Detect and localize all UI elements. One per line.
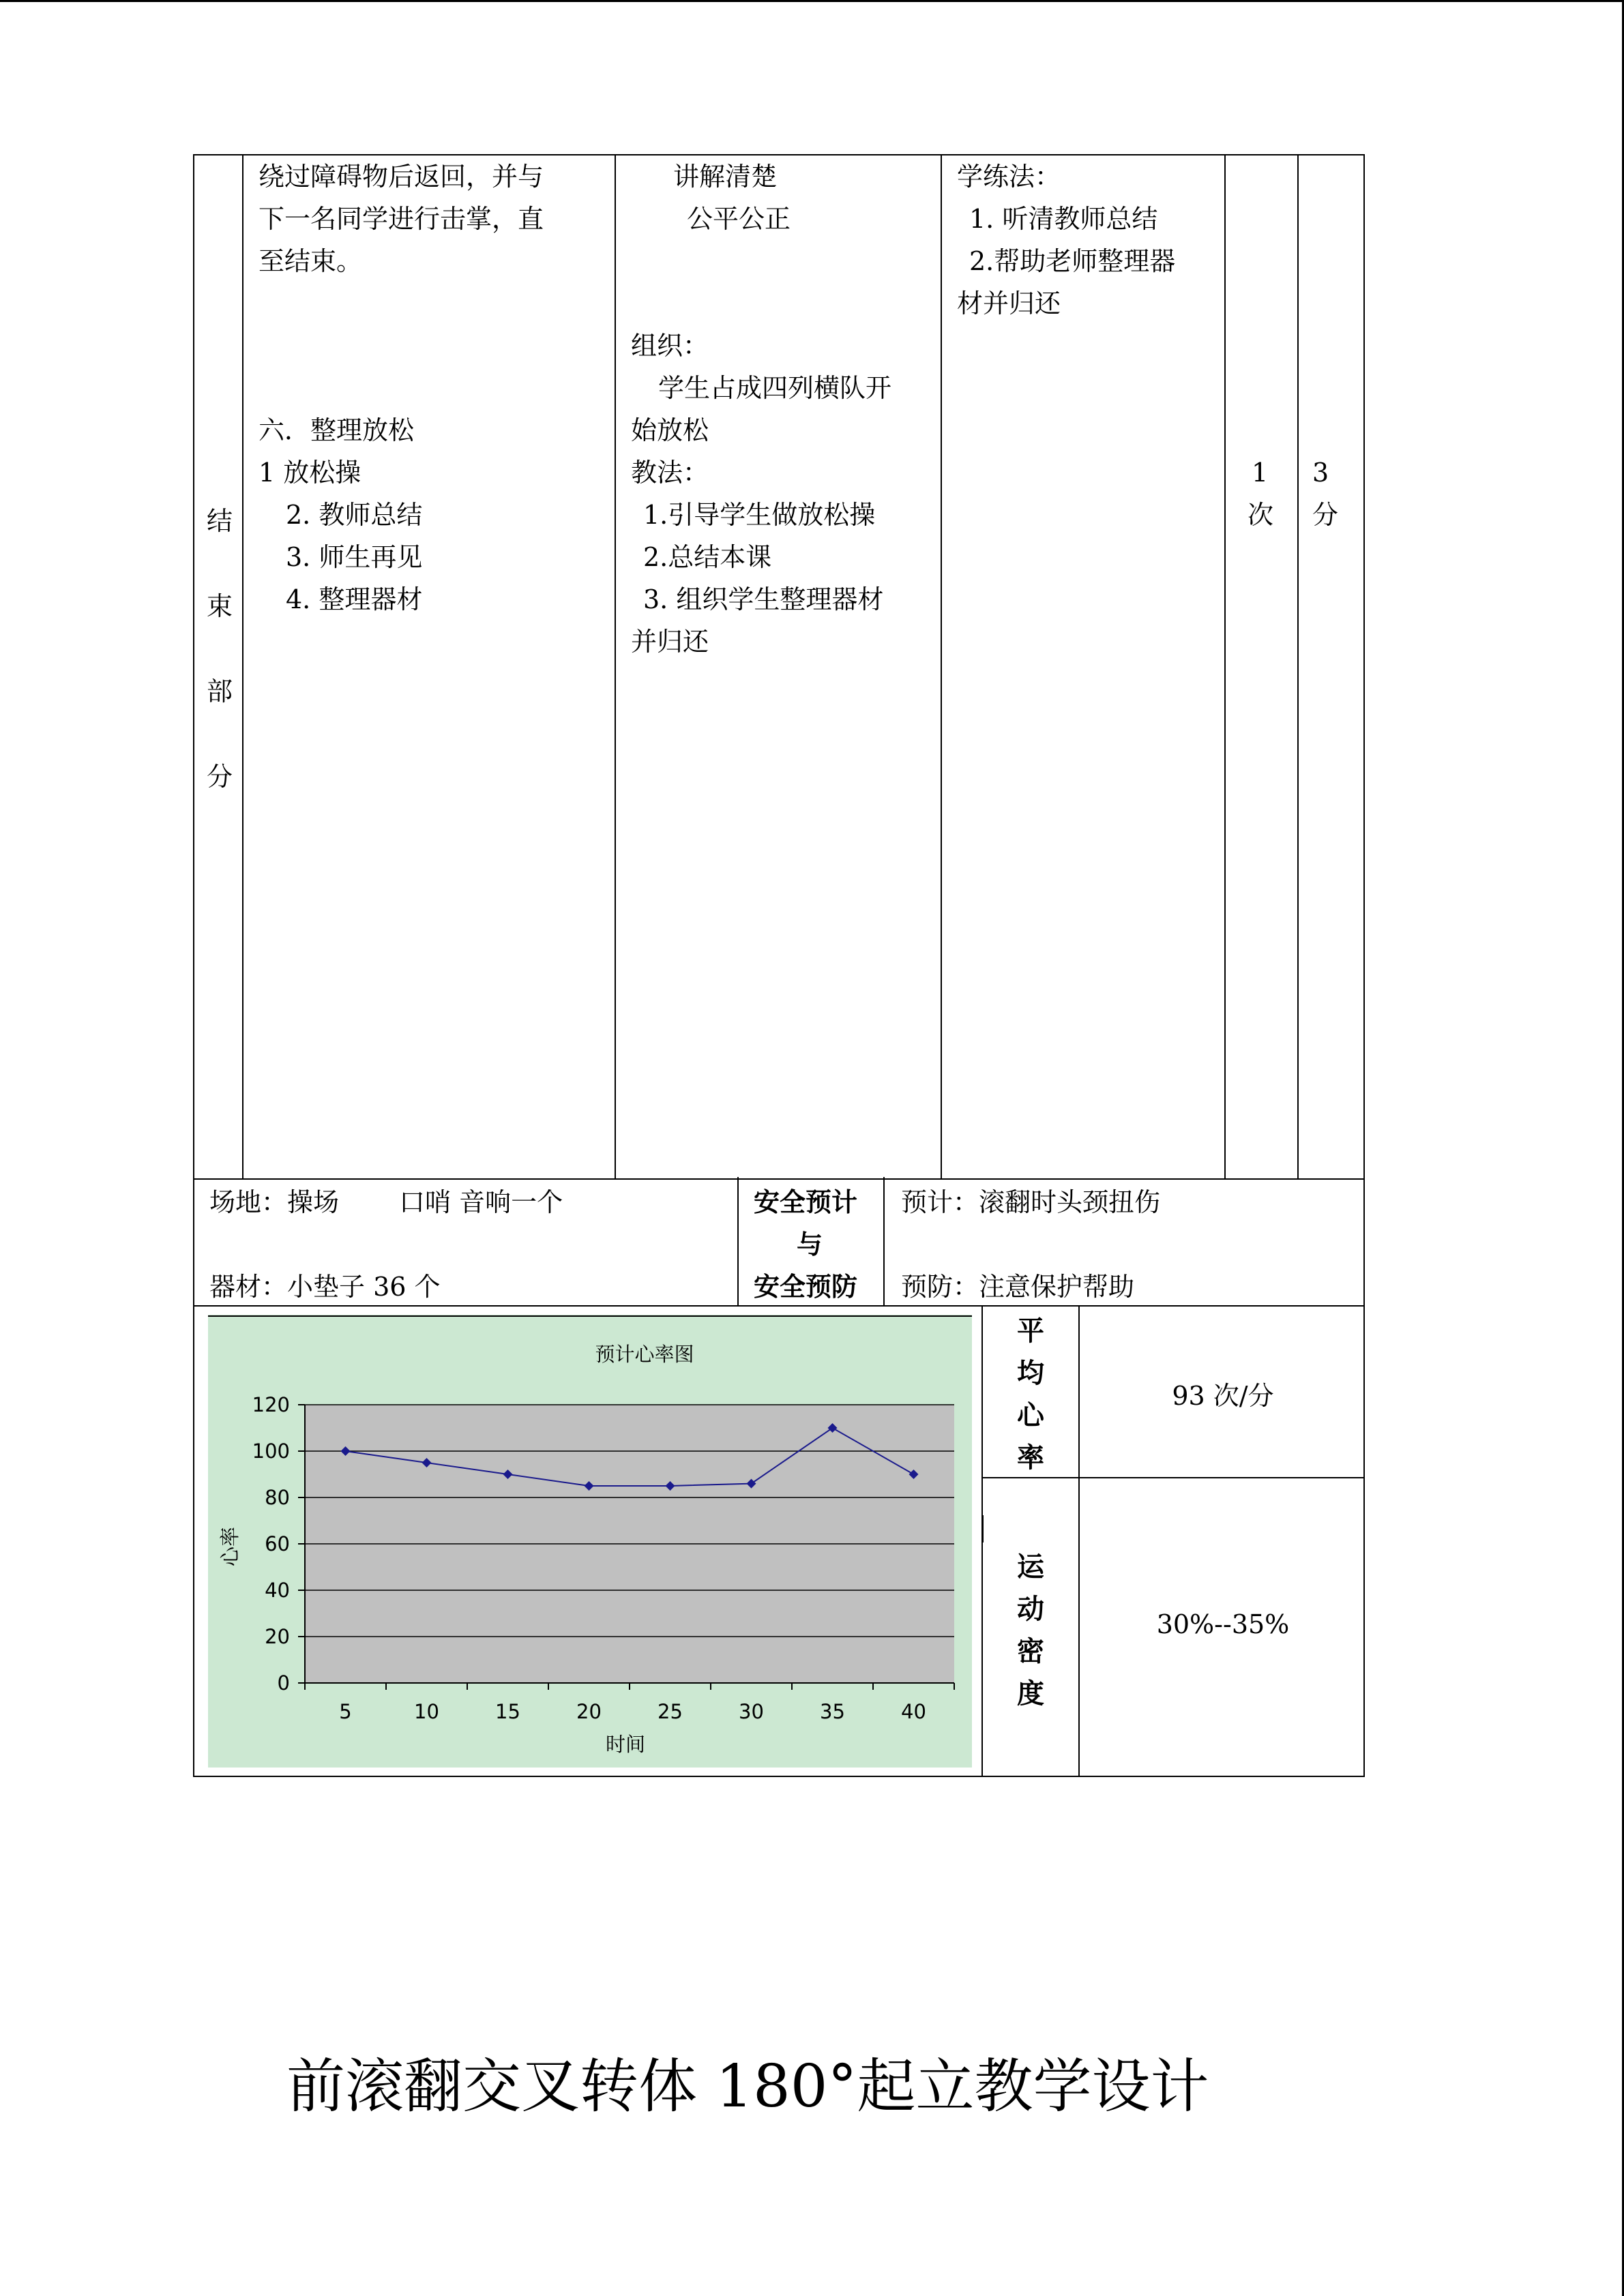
x-tick-label: 35 <box>820 1700 845 1723</box>
content-line: 3. 师生再见 <box>286 542 423 572</box>
section-label-char: 部 <box>207 676 233 706</box>
content-line: 2. 教师总结 <box>286 500 423 530</box>
hr-label-char: 平 <box>1017 1315 1044 1347</box>
teacher-cell <box>615 155 941 1179</box>
page-top-border <box>0 0 1624 2</box>
time-cell <box>1298 155 1364 1179</box>
teacher-line: 公平公正 <box>687 204 791 234</box>
count-unit: 次 <box>1247 500 1274 530</box>
density-label-char: 运 <box>1017 1551 1044 1583</box>
hr-label-char: 率 <box>1017 1442 1044 1474</box>
x-tick-label: 5 <box>339 1700 352 1723</box>
document-title: 前滚翻交叉转体 180°起立教学设计 <box>286 2053 1209 2121</box>
content-line: 至结束。 <box>259 246 363 276</box>
content-cell <box>243 155 615 1179</box>
teacher-line: 并归还 <box>631 627 709 657</box>
teacher-line: 讲解清楚 <box>673 162 778 192</box>
section-label-char: 分 <box>207 762 233 792</box>
x-tick-label: 10 <box>414 1700 439 1723</box>
density-value: 30%--35% <box>1156 1609 1290 1639</box>
teacher-line: 1.引导学生做放松操 <box>643 500 876 530</box>
lesson-table <box>193 154 1365 1180</box>
divider <box>883 1177 885 1305</box>
safety-predict: 预计：滚翻时头颈扭伤 <box>901 1187 1161 1217</box>
chart-stats-row <box>193 1307 1365 1777</box>
y-tick-label: 80 <box>265 1486 290 1509</box>
x-tick-label: 25 <box>658 1700 683 1723</box>
content-line: 六．整理放松 <box>259 415 415 445</box>
section-label-char: 结 <box>207 506 233 536</box>
divider <box>981 1307 983 1776</box>
safety-label: 安全预防 <box>754 1272 858 1302</box>
hr-value: 93 次/分 <box>1172 1381 1274 1411</box>
content-line: 1 放松操 <box>259 458 361 488</box>
venue-whistle: 口哨 音响一个 <box>399 1187 563 1217</box>
heart-rate-chart <box>208 1315 972 1768</box>
y-tick-label: 60 <box>265 1532 290 1555</box>
section-label-char: 束 <box>207 591 233 621</box>
teacher-line: 始放松 <box>631 415 709 445</box>
content-line: 绕过障碍物后返回，并与 <box>259 162 544 192</box>
student-cell <box>941 155 1225 1179</box>
density-label-char: 密 <box>1017 1636 1044 1667</box>
content-line: 4. 整理器材 <box>286 584 423 614</box>
teacher-line: 组织： <box>631 331 709 361</box>
count-cell <box>1225 155 1298 1179</box>
safety-prevent: 预防：注意保护帮助 <box>901 1272 1135 1302</box>
y-tick-label: 20 <box>265 1625 290 1648</box>
chart-title: 预计心率图 <box>595 1343 694 1366</box>
time-number: 3 <box>1312 458 1329 488</box>
teacher-line: 2.总结本课 <box>643 542 772 572</box>
section-label-cell <box>194 155 243 1179</box>
safety-label: 安全预计 <box>754 1187 858 1217</box>
teacher-line: 学生占成四列横队开 <box>658 373 892 403</box>
heart-rate-chart-svg <box>208 1315 972 1768</box>
venue-equipment: 器材：小垫子 36 个 <box>209 1272 441 1302</box>
venue-safety-row <box>193 1177 1365 1307</box>
x-axis-title: 时间 <box>605 1733 646 1756</box>
density-label-char: 度 <box>1017 1678 1044 1710</box>
student-line: 材并归还 <box>957 288 1061 318</box>
x-tick-label: 30 <box>739 1700 764 1723</box>
x-tick-label: 40 <box>901 1700 926 1723</box>
time-unit: 分 <box>1312 500 1339 530</box>
y-tick-label: 120 <box>252 1393 290 1416</box>
hr-label-char: 心 <box>1017 1400 1044 1431</box>
student-line: 2.帮助老师整理器 <box>969 246 1176 276</box>
y-tick-label: 100 <box>252 1440 290 1463</box>
hr-label-char: 均 <box>1017 1358 1044 1389</box>
venue-site: 场地：操场 <box>209 1187 340 1217</box>
y-tick-label: 40 <box>265 1579 290 1602</box>
y-tick-label: 0 <box>277 1671 290 1695</box>
teacher-line: 3. 组织学生整理器材 <box>643 584 884 614</box>
divider <box>981 1477 1365 1478</box>
x-tick-label: 15 <box>495 1700 520 1723</box>
safety-label: 与 <box>797 1229 823 1259</box>
content-line: 下一名同学进行击掌，直 <box>259 204 544 234</box>
density-label-char: 动 <box>1017 1594 1044 1625</box>
student-line: 1. 听清教师总结 <box>969 204 1158 234</box>
x-tick-label: 20 <box>576 1700 602 1723</box>
student-line: 学练法： <box>957 162 1061 192</box>
count-number: 1 <box>1252 458 1269 488</box>
divider <box>737 1177 739 1305</box>
teacher-line: 教法： <box>631 458 709 488</box>
y-axis-title: 心率 <box>218 1526 241 1567</box>
